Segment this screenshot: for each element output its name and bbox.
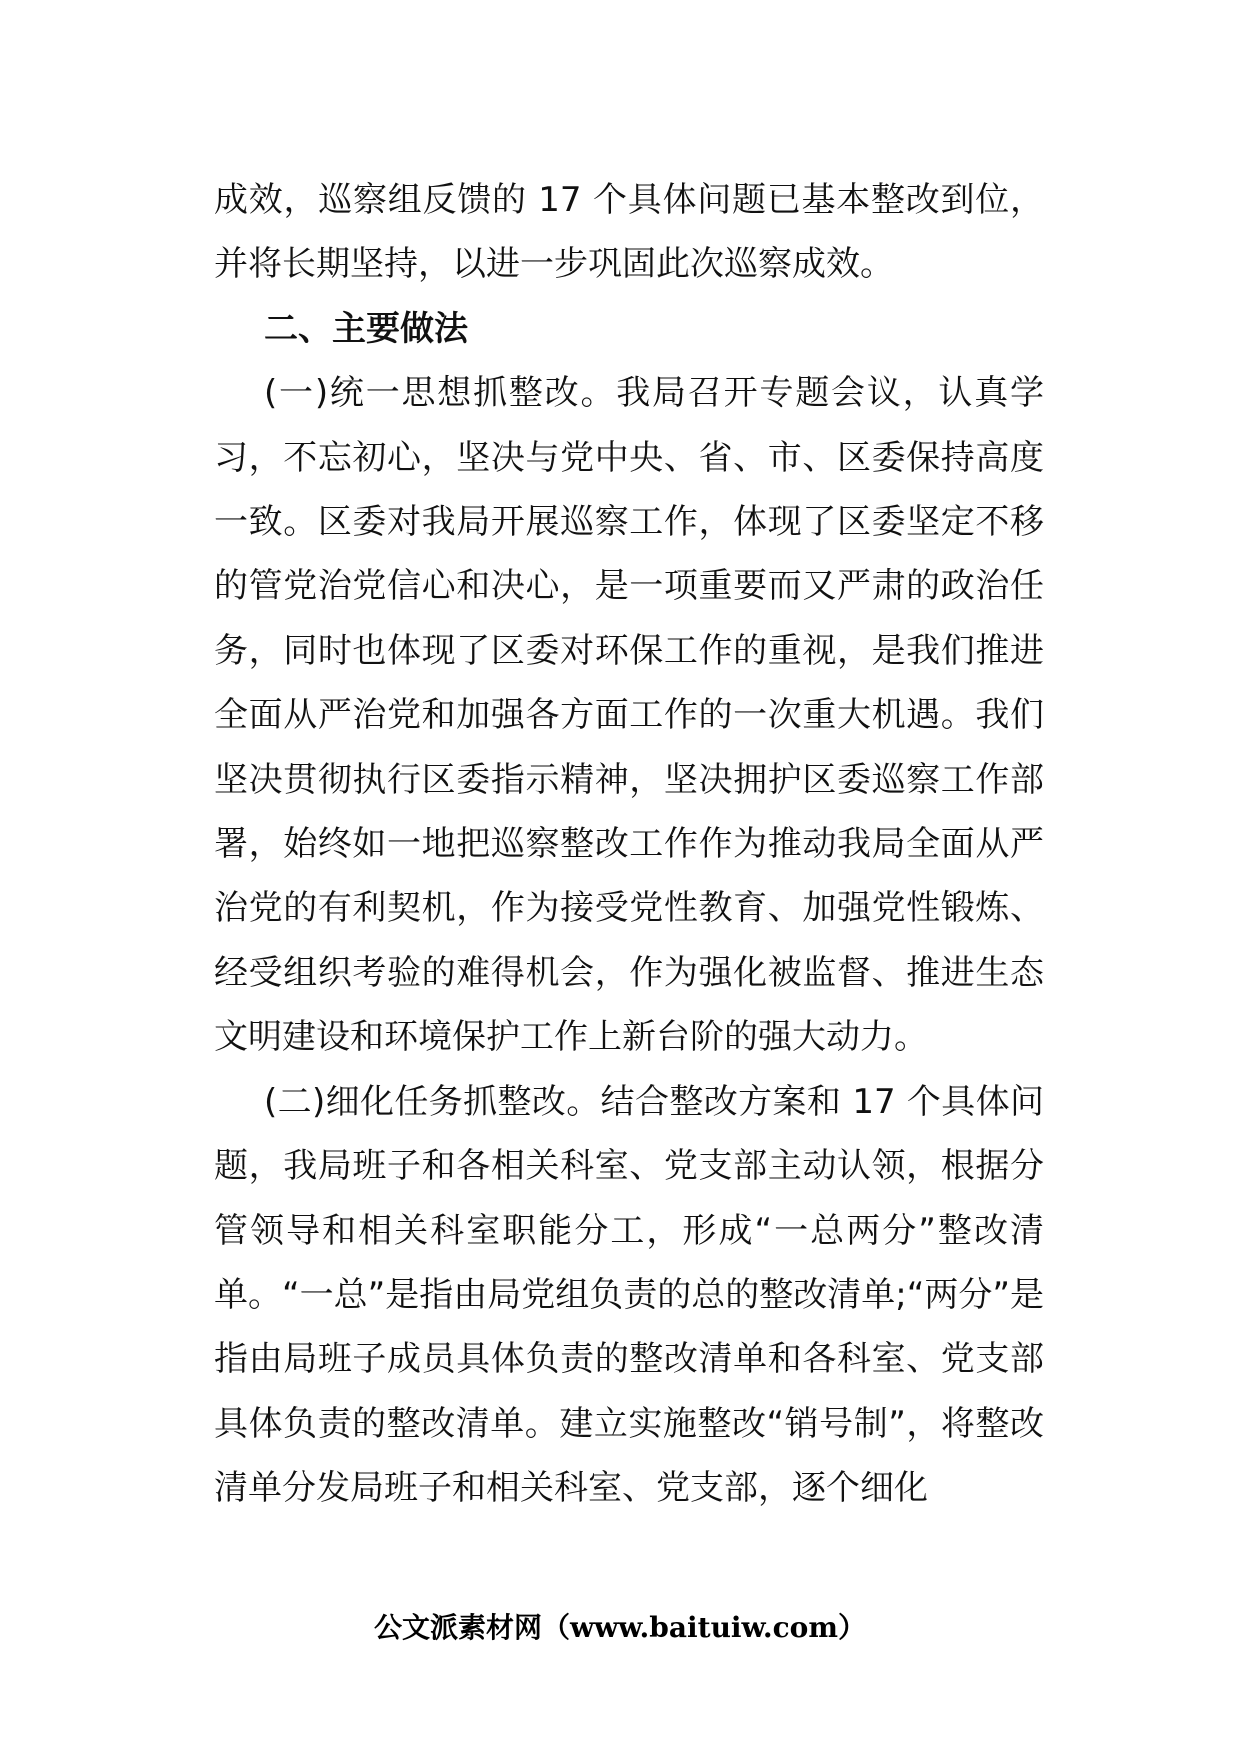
paragraph-continuation: 成效，巡察组反馈的 17 个具体问题已基本整改到位，并将长期坚持，以进一步巩固此次巡察成效。 [214,180,1044,285]
paragraph-item-2: (二)细化任务抓整改。结合整改方案和 17 个具体问题，我局班子和各相关科室、党支部主动认领，根据分管领导和相关科室职能分工，形成“一总两分”整改清单。“一总”是指由局党组负责的总的整改清单;“两分”是指由局班子成员具体负责的整改清单和各科室、党支部具体负责的整改清单。建立实施整改“销号制”，将整改清单分发局班子和相关科室、党支部，逐个细化 [214,1081,1044,1509]
page-footer-watermark: 公文派素材网（www.baituiw.com） [374,1611,866,1644]
document-body [214,168,1044,1521]
section-heading: 二、主要做法 [264,308,468,349]
paragraph-item-1: (一)统一思想抓整改。我局召开专题会议，认真学习，不忘初心，坚决与党中央、省、市、区委保持高度一致。区委对我局开展巡察工作，体现了区委坚定不移的管党治党信心和决心，是一项重要而又严肃的政治任务，同时也体现了区委对环保工作的重视，是我们推进全面从严治党和加强各方面工作的一次重大机遇。我们坚决贯彻执行区委指示精神，坚决拥护区委巡察工作部署，始终如一地把巡察整改工作作为推动我局全面从严治党的有利契机，作为接受党性教育、加强党性锻炼、经受组织考验的难得机会，作为强化被监督、推进生态文明建设和环境保护工作上新台阶的强大动力。 [214,373,1044,1058]
